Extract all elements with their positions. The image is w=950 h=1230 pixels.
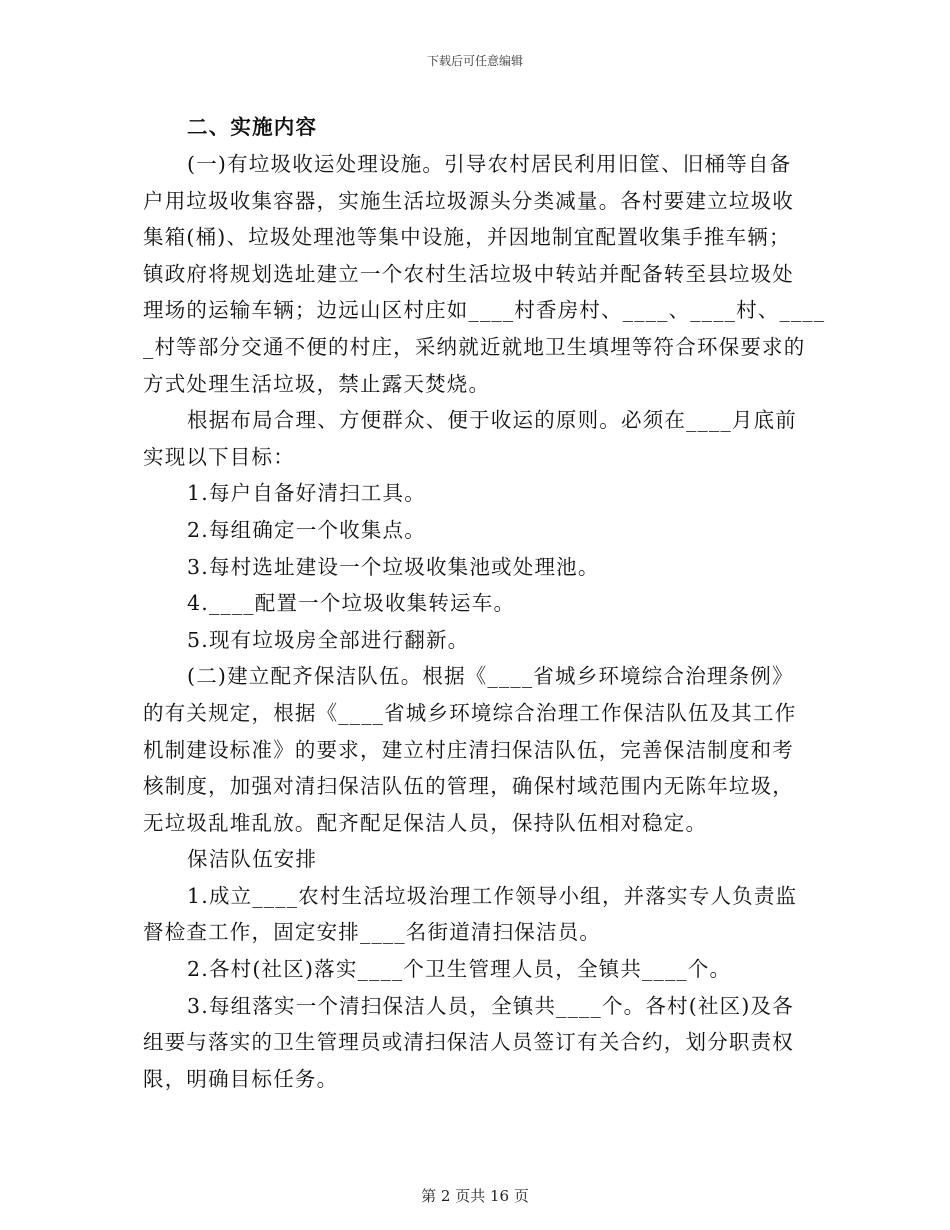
text-line: _村等部分交通不便的村庄，采纳就近就地卫生填埋等符合环保要求的 — [143, 334, 806, 359]
text-line: 2.各村(社区)落实____个卫生管理人员，全镇共____个。 — [187, 957, 732, 982]
text-line: 的有关规定，根据《____省城乡环境综合治理工作保洁队伍及其工作 — [143, 700, 797, 725]
text-line: 理场的运输车辆；边远山区村庄如____村香房村、____、____村、____ — [143, 298, 826, 323]
paragraph-lines — [143, 146, 826, 1097]
text-line: 实现以下目标： — [143, 444, 295, 469]
text-line: (一)有垃圾收运处理设施。引导农村居民利用旧筐、旧桶等自备 — [187, 152, 792, 176]
text-line: 2.每组确定一个收集点。 — [187, 517, 426, 542]
text-line: 5.现有垃圾房全部进行翻新。 — [187, 627, 470, 652]
text-line: 组要与落实的卫生管理员或清扫保洁人员签订有关合约，划分职责权 — [143, 1030, 794, 1055]
text-line: 根据布局合理、方便群众、便于收运的原则。必须在____月底前 — [187, 408, 797, 433]
text-line: 4.____配置一个垃圾收集转运车。 — [187, 591, 516, 616]
text-line: 镇政府将规划选址建立一个农村生活垃圾中转站并配备转至县垃圾处 — [143, 261, 794, 286]
text-line: 核制度，加强对清扫保洁队伍的管理，确保村域范围内无陈年垃圾， — [143, 774, 794, 799]
text-line: 3.每村选址建设一个垃圾收集池或处理池。 — [187, 554, 600, 579]
text-line: 方式处理生活垃圾，禁止露天焚烧。 — [143, 371, 491, 396]
text-line: (二)建立配齐保洁队伍。根据《____省城乡环境综合治理条例》 — [187, 664, 794, 689]
text-line: 保洁队伍安排 — [187, 847, 318, 872]
document-body — [143, 108, 826, 1097]
page-header: 下载后可任意编辑 — [426, 54, 523, 68]
text-line: 限，明确目标任务。 — [143, 1066, 339, 1091]
text-line: 机制建设标准》的要求，建立村庄清扫保洁队伍，完善保洁制度和考 — [143, 737, 794, 762]
text-line: 1.每户自备好清扫工具。 — [187, 481, 426, 506]
text-line: 1.成立____农村生活垃圾治理工作领导小组，并落实专人负责监 — [187, 883, 798, 908]
section-title: 二、实施内容 — [187, 115, 318, 139]
text-line: 户用垃圾收集容器，实施生活垃圾源头分类减量。各村要建立垃圾收 — [143, 188, 794, 213]
text-line: 督检查工作，固定安排____名街道清扫保洁员。 — [143, 920, 602, 945]
page-footer: 第 2 页共 16 页 — [421, 1187, 529, 1205]
text-line: 3.每组落实一个清扫保洁人员，全镇共____个。各村(社区)及各 — [187, 993, 794, 1018]
text-line: 无垃圾乱堆乱放。配齐配足保洁人员，保持队伍相对稳定。 — [143, 810, 708, 835]
text-line: 集箱(桶)、垃圾处理池等集中设施，并因地制宜配置收集手推车辆； — [143, 225, 791, 250]
